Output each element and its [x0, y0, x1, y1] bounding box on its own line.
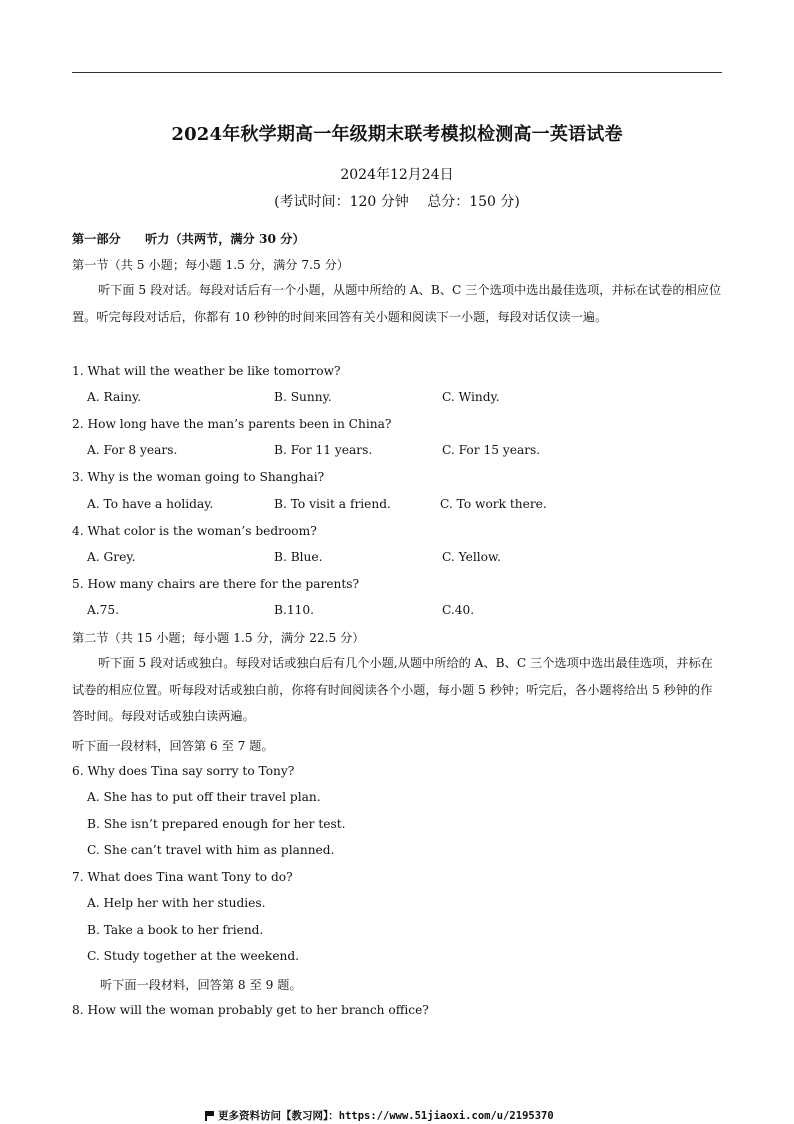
question-6-option-a: A. She has to put off their travel plan. — [87, 790, 321, 804]
question-5-option-b: B.110. — [274, 603, 314, 617]
material-8-9: 听下面一段材料，回答第 8 至 9 题。 — [100, 978, 302, 992]
question-2-option-b: B. For 11 years. — [274, 443, 373, 457]
question-5-option-a: A.75. — [87, 603, 120, 617]
question-3: 3. Why is the woman going to Shanghai? — [72, 470, 325, 484]
question-4-option-c: C. Yellow. — [442, 550, 501, 564]
question-6: 6. Why does Tina say sorry to Tony? — [72, 764, 295, 778]
question-4-option-a: A. Grey. — [87, 550, 136, 564]
question-2-option-c: C. For 15 years. — [442, 443, 541, 457]
footer-link[interactable] — [205, 1108, 554, 1123]
question-1-option-c: C. Windy. — [442, 390, 500, 404]
section1-instructions-text: 听下面 5 段对话。每段对话后有一个小题，从题中所给的 A、B、C 三个选项中选出最佳选项，并标在试卷的相应位置。听完每段对话后，你都有 10 秒钟的时间来回答有关小题和阅读下一小题，每段对话仅读一遍。 — [72, 283, 722, 324]
section2-instructions-text: 听下面 5 段对话或独白。每段对话或独白后有几个小题,从题中所给的 A、B、C 三个选项中选出最佳选项，并标在试卷的相应位置。听每段对话或独白前，你将有时间阅读各个小题，每小题 5 秒钟；听完后，各小题将给出 5 秒钟的作答时间。每段对话或独白读两遍。 — [72, 656, 713, 723]
page-title: 2024年秋学期高一年级期末联考模拟检测高一英语试卷 — [171, 124, 623, 145]
question-4: 4. What color is the woman’s bedroom? — [72, 524, 317, 538]
question-7: 7. What does Tina want Tony to do? — [72, 870, 293, 884]
question-2: 2. How long have the man’s parents been in China? — [72, 417, 392, 431]
question-1: 1. What will the weather be like tomorrow? — [72, 364, 341, 378]
footer-text: 更多资料访问【教习网】：https://www.51jiaoxi.com/u/2195370 — [218, 1110, 554, 1122]
exam-date: 2024年12月24日 — [340, 167, 454, 183]
section2-instructions — [72, 650, 722, 730]
question-7-option-c: C. Study together at the weekend. — [87, 949, 300, 963]
section1-heading: 第一节（共 5 小题；每小题 1.5 分，满分 7.5 分） — [72, 258, 349, 272]
question-3-option-b: B. To visit a friend. — [274, 497, 391, 511]
top-rule — [72, 72, 722, 73]
question-3-option-c: C. To work there. — [440, 497, 547, 511]
material-6-7: 听下面一段材料，回答第 6 至 7 题。 — [72, 739, 274, 753]
question-8: 8. How will the woman probably get to her branch office? — [72, 1003, 429, 1017]
question-7-option-b: B. Take a book to her friend. — [87, 923, 264, 937]
question-2-option-a: A. For 8 years. — [87, 443, 178, 457]
section2-heading: 第二节（共 15 小题；每小题 1.5 分，满分 22.5 分） — [72, 631, 365, 645]
question-1-option-a: A. Rainy. — [87, 390, 142, 404]
question-4-option-b: B. Blue. — [274, 550, 323, 564]
section1-instructions — [72, 277, 722, 330]
exam-info: (考试时间：120 分钟 总分：150 分) — [274, 194, 520, 210]
question-6-option-b: B. She isn’t prepared enough for her test. — [87, 817, 346, 831]
question-6-option-c: C. She can’t travel with him as planned. — [87, 843, 335, 857]
question-3-option-a: A. To have a holiday. — [87, 497, 214, 511]
flag-icon — [205, 1111, 214, 1120]
question-5: 5. How many chairs are there for the parents? — [72, 577, 360, 591]
question-5-option-c: C.40. — [442, 603, 475, 617]
question-7-option-a: A. Help her with her studies. — [87, 896, 266, 910]
part1-heading: 第一部分 听力（共两节，满分 30 分） — [72, 232, 305, 246]
question-1-option-b: B. Sunny. — [274, 390, 332, 404]
